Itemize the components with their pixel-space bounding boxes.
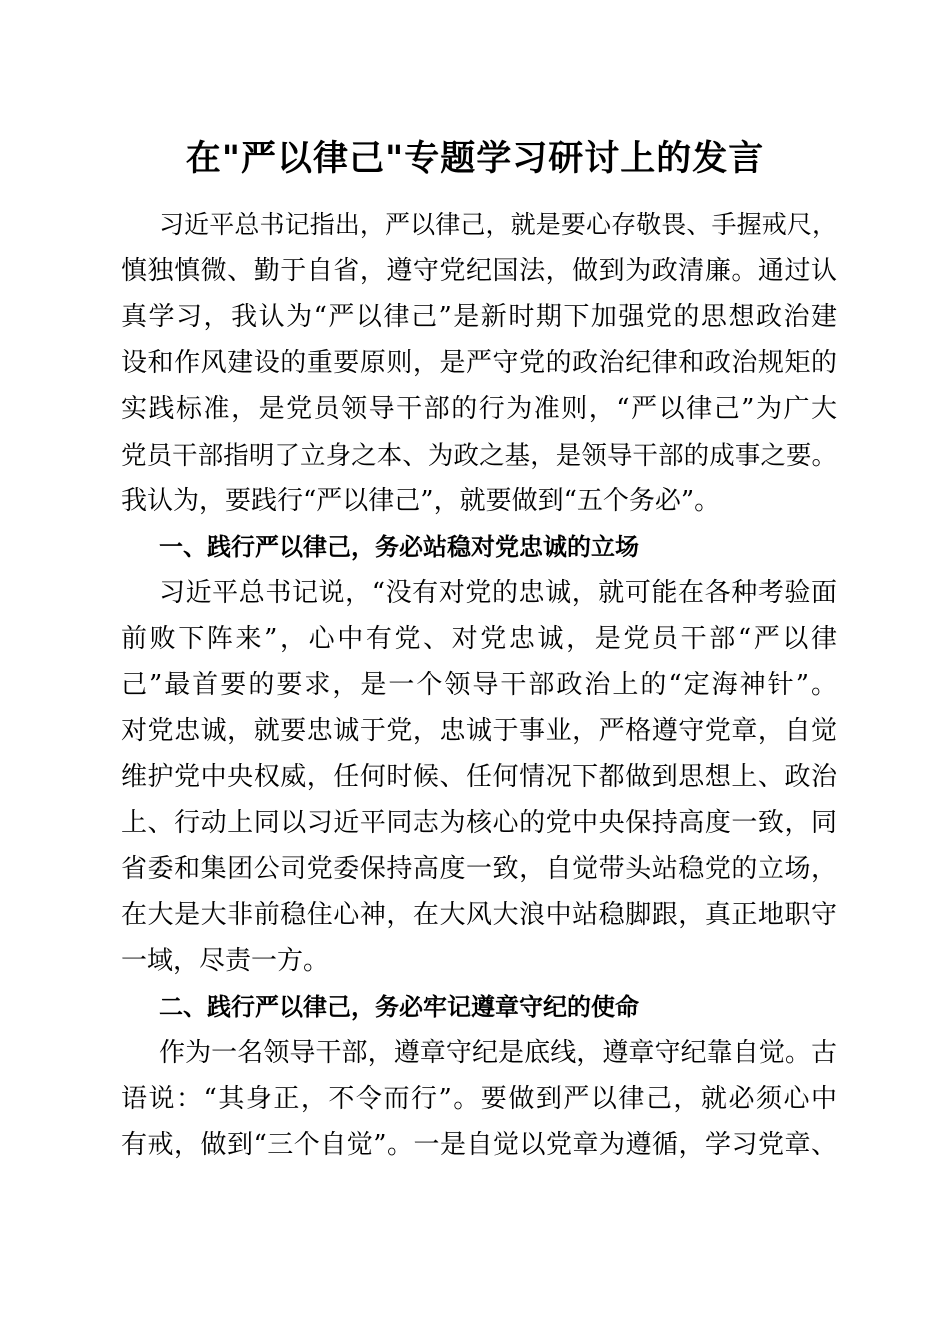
body-text-line: 习近平总书记指出，严以律己，就是要心存敬畏、手握戒尺， (159, 210, 837, 239)
body-text-line: 上、行动上同以习近平同志为核心的党中央保持高度一致，同 (121, 808, 837, 838)
section-heading: 二、践行严以律己，务必牢记遵章守纪的使命 (159, 993, 639, 1021)
section-heading: 一、践行严以律己，务必站稳对党忠诚的立场 (159, 533, 639, 561)
body-text-line: 己”最首要的要求，是一个领导干部政治上的“定海神针”。 (121, 670, 837, 700)
body-text-line: 对党忠诚，就要忠诚于党，忠诚于事业，严格遵守党章，自觉 (121, 716, 837, 746)
body-text-line: 实践标准，是党员领导干部的行为准则，“严以律己”为广大 (121, 394, 837, 424)
body-text-line: 慎独慎微、勤于自省，遵守党纪国法，做到为政清廉。通过认 (121, 256, 837, 286)
body-text-line: 作为一名领导干部，遵章守纪是底线，遵章守纪靠自觉。古 (159, 1038, 837, 1068)
body-text-line: 有戒，做到“三个自觉”。一是自觉以党章为遵循，学习党章、 (121, 1130, 837, 1160)
body-text-line: 设和作风建设的重要原则，是严守党的政治纪律和政治规矩的 (121, 348, 837, 378)
page-title: 在"严以律己"专题学习研讨上的发言 (185, 138, 765, 179)
body-text-line: 前败下阵来”，心中有党、对党忠诚，是党员干部“严以律 (121, 624, 837, 654)
body-text-line: 我认为，要践行“严以律己”，就要做到“五个务必”。 (121, 486, 721, 516)
body-text-line: 语说：“其身正，不令而行”。要做到严以律己，就必须心中 (121, 1084, 837, 1114)
body-text-line: 维护党中央权威，任何时候、任何情况下都做到思想上、政治 (121, 762, 837, 792)
body-text-line: 真学习，我认为“严以律己”是新时期下加强党的思想政治建 (121, 302, 837, 332)
body-text-line: 省委和集团公司党委保持高度一致，自觉带头站稳党的立场， (121, 854, 837, 884)
body-text-line: 党员干部指明了立身之本、为政之基，是领导干部的成事之要。 (121, 440, 837, 470)
body-text-line: 在大是大非前稳住心神，在大风大浪中站稳脚跟，真正地职守 (121, 900, 837, 930)
body-text-line: 一域，尽责一方。 (121, 946, 330, 976)
body-text-line: 习近平总书记说，“没有对党的忠诚，就可能在各种考验面 (159, 578, 837, 608)
document-body (121, 202, 837, 1168)
